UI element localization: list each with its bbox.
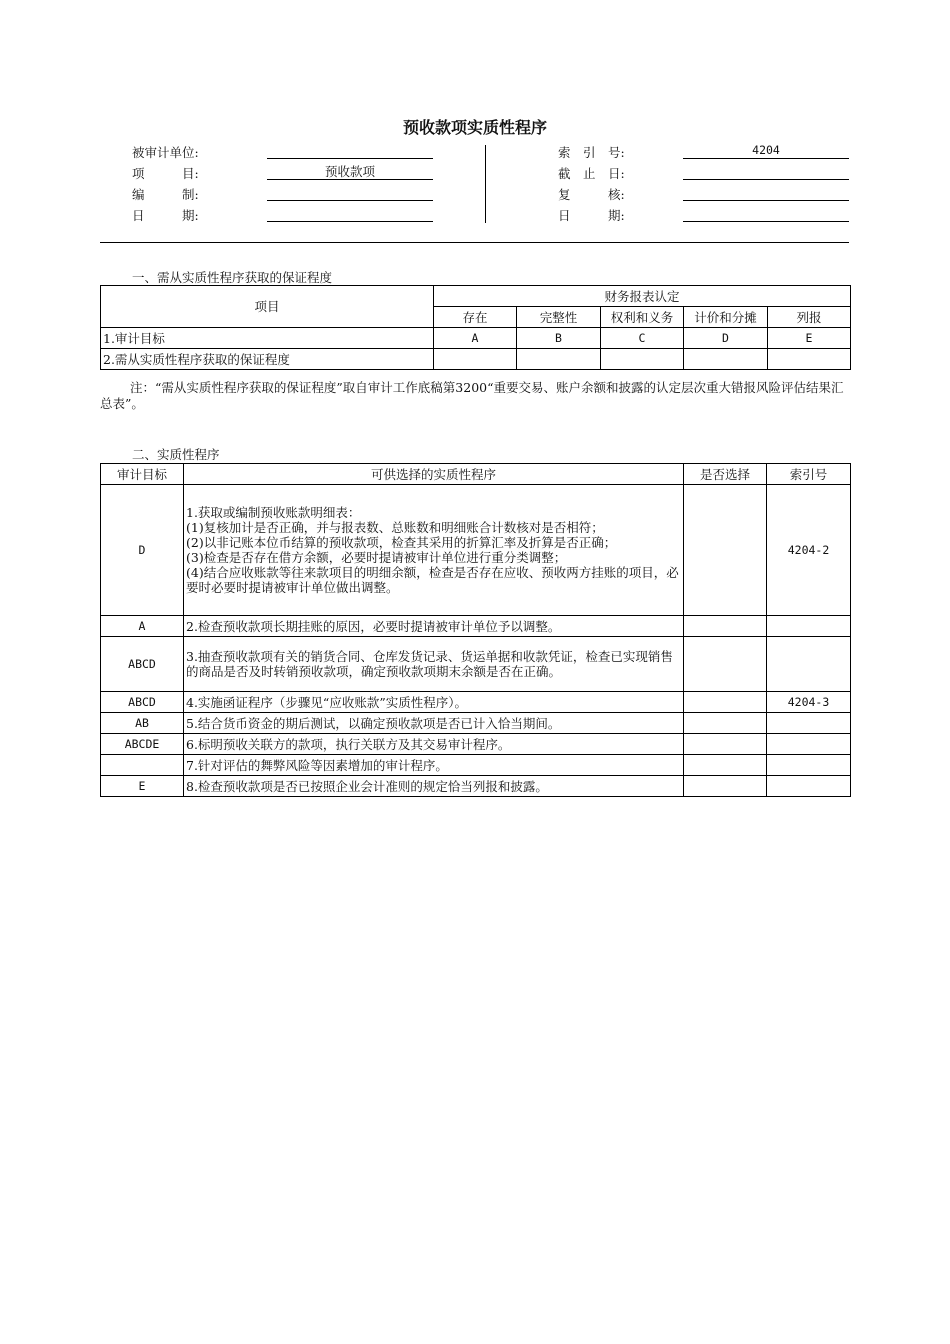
header-field-prep-date[interactable] <box>267 206 433 222</box>
table-cell[interactable] <box>517 349 601 370</box>
header-label-preparer: 编 制: <box>132 187 199 202</box>
selected-cell[interactable] <box>684 637 767 692</box>
procedure-text: 1.获取或编制预收账款明细表： (1)复核加计是否正确，并与报表数、总账数和明细账合计数核对是否相符； (2)以非记账本位币结算的预收款项，检查其采用的折算汇率及折算是否正确； (3)检查是否存在借方余额，必要时提请被审计单位进行重分类调整； (4)结合应收账款等往来款项目的明细余额，检查是否存在应收、预收两方挂账的项目，必要时必要时提请被审计单位做出调整。 <box>184 485 684 616</box>
table-cell: B <box>517 328 601 349</box>
procedure-text: 3.抽查预收款项有关的销货合同、仓库发货记录、货运单据和收款凭证，检查已实现销售的商品是否及时转销预收款项，确定预收款项期末余额是否在正确。 <box>184 637 684 692</box>
index-cell <box>767 755 851 776</box>
audit-target: AB <box>101 713 184 734</box>
section1-title: 一、需从实质性程序获取的保证程度 <box>132 270 333 285</box>
selected-cell[interactable] <box>684 616 767 637</box>
table-cell[interactable] <box>601 349 684 370</box>
header-index: 索引号 <box>767 464 851 485</box>
selected-cell[interactable] <box>684 692 767 713</box>
table-row <box>101 692 851 713</box>
index-cell <box>767 776 851 797</box>
index-cell <box>767 616 851 637</box>
page-title: 预收款项实质性程序 <box>402 118 547 137</box>
selected-cell[interactable] <box>684 755 767 776</box>
header-bottom-rule <box>100 242 849 243</box>
note-text: 注：“需从实质性程序获取的保证程度”取自审计工作底稿第3200“重要交易、账户余额和披露的认定层次重大错报风险评估结果汇总表”。 <box>100 380 844 411</box>
section2-title: 二、实质性程序 <box>132 447 220 462</box>
table-row <box>101 755 851 776</box>
selected-cell[interactable] <box>684 485 767 616</box>
header-label-cutoff: 截 止 日: <box>558 166 625 181</box>
procedure-text: 2.检查预收款项长期挂账的原因，必要时提请被审计单位予以调整。 <box>184 616 684 637</box>
header-label-auditee: 被审计单位: <box>132 145 199 160</box>
table-row <box>101 616 851 637</box>
audit-target: ABCDE <box>101 734 184 755</box>
index-cell: 4204-2 <box>767 485 851 616</box>
header-field-preparer[interactable] <box>267 185 433 201</box>
procedure-text: 5.结合货币资金的期后测试，以确定预收款项是否已计入恰当期间。 <box>184 713 684 734</box>
row-label: 2.需从实质性程序获取的保证程度 <box>101 349 434 370</box>
header-label-prep-date: 日 期: <box>132 208 199 223</box>
procedure-text: 6.标明预收关联方的款项，执行关联方及其交易审计程序。 <box>184 734 684 755</box>
table-row <box>101 328 851 349</box>
header-label-reviewer: 复 核: <box>558 187 625 202</box>
table-row <box>101 713 851 734</box>
header-field-item[interactable]: 预收款项 <box>267 164 433 180</box>
table-row <box>101 734 851 755</box>
table-cell[interactable] <box>434 349 517 370</box>
audit-target: E <box>101 776 184 797</box>
assertion-completeness: 完整性 <box>517 307 601 328</box>
assertions-group-header: 财务报表认定 <box>434 286 851 307</box>
audit-target: ABCD <box>101 692 184 713</box>
header-target: 审计目标 <box>101 464 184 485</box>
selected-cell[interactable] <box>684 734 767 755</box>
table-cell: D <box>684 328 768 349</box>
table-cell[interactable] <box>768 349 851 370</box>
header-field-review-date[interactable] <box>683 206 849 222</box>
row-label: 1.审计目标 <box>101 328 434 349</box>
header-field-index[interactable]: 4204 <box>683 143 849 159</box>
assertion-existence: 存在 <box>434 307 517 328</box>
header-label-index: 索 引 号: <box>558 145 625 160</box>
procedure-text: 7.针对评估的舞弊风险等因素增加的审计程序。 <box>184 755 684 776</box>
procedure-text: 4.实施函证程序（步骤见“应收账款”实质性程序）。 <box>184 692 684 713</box>
header-selected: 是否选择 <box>684 464 767 485</box>
procedures-table <box>100 463 851 797</box>
table-cell[interactable] <box>684 349 768 370</box>
table-cell: E <box>768 328 851 349</box>
selected-cell[interactable] <box>684 776 767 797</box>
audit-target: ABCD <box>101 637 184 692</box>
table-row <box>101 776 851 797</box>
assertion-valuation: 计价和分摊 <box>684 307 768 328</box>
header-field-auditee[interactable] <box>267 143 433 159</box>
table-cell: C <box>601 328 684 349</box>
header-label-review-date: 日 期: <box>558 208 625 223</box>
table-row <box>101 485 851 616</box>
audit-target <box>101 755 184 776</box>
assurance-item-header: 项目 <box>101 286 434 328</box>
index-cell <box>767 637 851 692</box>
procedure-text: 8.检查预收款项是否已按照企业会计准则的规定恰当列报和披露。 <box>184 776 684 797</box>
header-divider <box>485 145 486 223</box>
header-field-reviewer[interactable] <box>683 185 849 201</box>
header-field-cutoff[interactable] <box>683 164 849 180</box>
table-row <box>101 349 851 370</box>
audit-target: A <box>101 616 184 637</box>
table-cell: A <box>434 328 517 349</box>
index-cell <box>767 713 851 734</box>
audit-target: D <box>101 485 184 616</box>
index-cell: 4204-3 <box>767 692 851 713</box>
assertion-rights: 权利和义务 <box>601 307 684 328</box>
index-cell <box>767 734 851 755</box>
assurance-table <box>100 285 851 370</box>
table-row <box>101 637 851 692</box>
header-label-item: 项 目: <box>132 166 199 181</box>
selected-cell[interactable] <box>684 713 767 734</box>
assertion-presentation: 列报 <box>768 307 851 328</box>
header-procedure: 可供选择的实质性程序 <box>184 464 684 485</box>
